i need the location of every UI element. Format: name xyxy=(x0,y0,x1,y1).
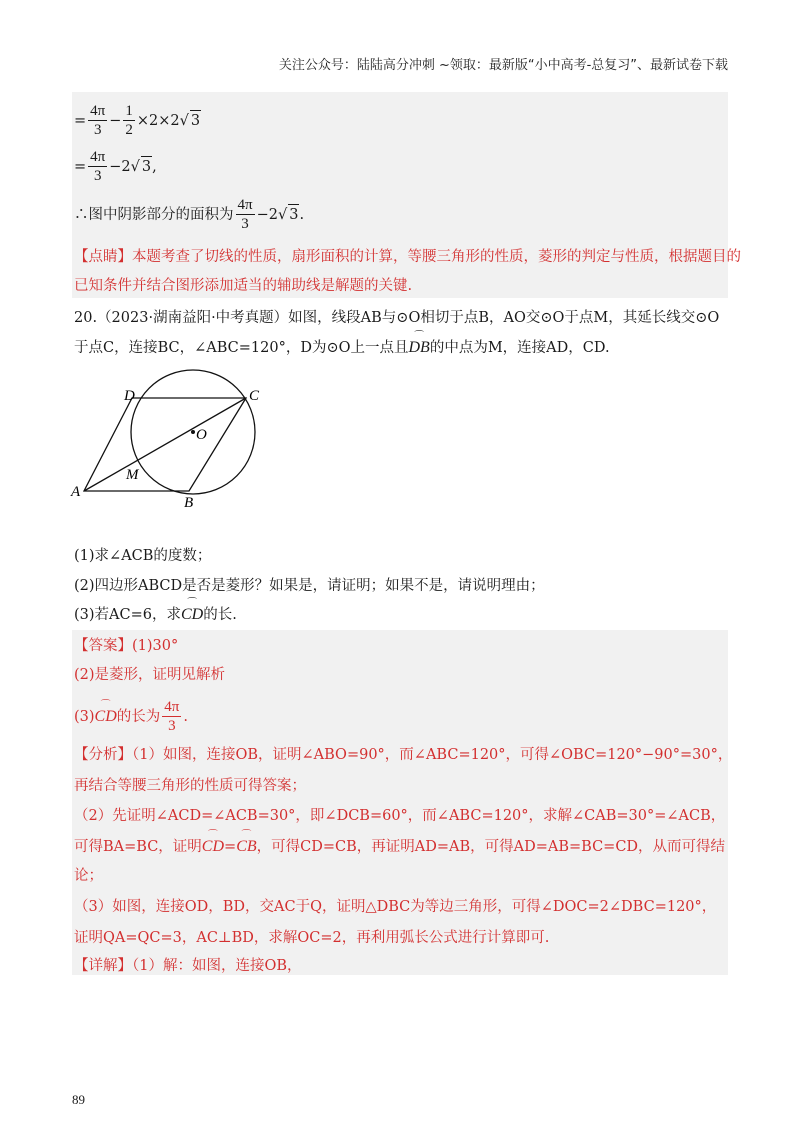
label-a: A xyxy=(71,484,81,500)
denominator: 3 xyxy=(93,168,102,184)
conclusion-line: ∴图中阴影部分的面积为 $\frac{4\pi}{3}$ −2√ 3. xyxy=(74,197,305,232)
numerator: 4π xyxy=(90,103,106,119)
analysis-line-3: （2）先证明∠ACD=∠ACB=30°，即∠DCB=60°，而∠ABC=120°，求解∠CAB=30°=∠ACB， xyxy=(74,808,726,824)
answer-text: 的长为 xyxy=(116,709,161,725)
answer-2: (2)是菱形，证明见解析 xyxy=(74,667,226,683)
analysis-line-5: 论； xyxy=(74,868,103,884)
minus-sign: − xyxy=(109,113,122,129)
conclusion-text: ∴图中阴影部分的面积为 xyxy=(74,207,234,223)
fraction xyxy=(88,104,107,138)
question-3 xyxy=(74,605,237,625)
question-text: 的长. xyxy=(203,607,237,623)
denominator: 2 xyxy=(125,122,133,138)
punctuation: . xyxy=(183,709,188,725)
label-d: D xyxy=(124,388,135,404)
punctuation: . xyxy=(299,207,305,223)
problem-text: 于点C，连接BC，∠ABC=120°，D为⊙O上一点且 xyxy=(74,340,409,356)
answer-1: 【答案】(1)30° xyxy=(74,638,179,654)
analysis-line-4 xyxy=(74,837,725,857)
label-b: B xyxy=(184,495,194,511)
analysis-line-2: 再结合等腰三角形的性质可得答案； xyxy=(74,778,306,794)
arc-cd: ⌒ CD xyxy=(202,837,224,857)
equals-sign: = xyxy=(224,839,237,855)
equation-line-1: = $\frac{4\pi}{3}$ − $\frac{1}{2}$ ×2×2√ 3 xyxy=(74,103,201,138)
numerator: 4π xyxy=(90,149,106,165)
fraction xyxy=(236,198,255,232)
label-m: M xyxy=(126,467,139,483)
answer-3 xyxy=(74,700,188,734)
minus-term: −2 xyxy=(109,159,131,175)
problem-text: 的中点为M，连接AD，CD. xyxy=(429,340,610,356)
arc-cd: ⌒ CD xyxy=(181,605,203,625)
fraction xyxy=(123,104,135,138)
comment-line-1: 【点睛】本题考查了切线的性质，扇形面积的计算，等腰三角形的性质，菱形的判定与性质，根据题目的 xyxy=(74,249,741,265)
arc-cb: ⌒ CB xyxy=(236,837,256,857)
question-2: (2)四边形ABCD是否是菱形？如果是，请证明；如果不是，请说明理由； xyxy=(74,578,545,594)
analysis-text: 可得BA=BC，证明 xyxy=(74,839,202,855)
arc-db: ⌒ DB xyxy=(409,338,430,358)
minus-term: −2 xyxy=(256,207,278,223)
page-header: 关注公众号：陆陆高分冲刺 ~领取：最新版“小中高考-总复习”、最新试卷下载 xyxy=(278,58,728,73)
numerator: 4π xyxy=(237,197,253,213)
analysis-line-8: 【详解】（1）解：如图，连接OB， xyxy=(74,958,302,974)
problem-line-2 xyxy=(74,338,610,358)
punctuation: , xyxy=(152,159,157,175)
fraction xyxy=(88,150,107,184)
problem-line-1: 20.（2023·湖南益阳·中考真题）如图，线段AB与⊙O相切于点B，AO交⊙O于点M，其延长线交⊙O xyxy=(74,310,720,326)
sqrt-radicand: 3 xyxy=(190,110,201,131)
label-o: O xyxy=(196,427,207,443)
analysis-text: ，可得CD=CB，再证明AD=AB，可得AD=AB=BC=CD，从而可得结 xyxy=(256,839,726,855)
denominator: 3 xyxy=(168,718,176,734)
numerator: 1 xyxy=(125,103,133,119)
page-number: 89 xyxy=(72,1092,85,1107)
equals-sign: = xyxy=(74,113,87,129)
product-text: ×2×2 xyxy=(136,113,180,129)
analysis-line-7: 证明QA=QC=3，AC⊥BD，求解OC=2，再利用弧长公式进行计算即可. xyxy=(74,930,550,946)
comment-line-2: 已知条件并结合图形添加适当的辅助线是解题的关键. xyxy=(74,278,413,294)
question-text: (3)若AC=6，求 xyxy=(74,607,181,623)
sqrt-radicand: 3 xyxy=(288,204,299,225)
numerator: 4π xyxy=(164,699,180,715)
fraction xyxy=(162,700,181,734)
answer-text: (3) xyxy=(74,709,95,725)
denominator: 3 xyxy=(93,122,102,138)
denominator: 3 xyxy=(241,216,249,232)
equation-line-2: = $\frac{4\pi}{3}$ −2√ 3, xyxy=(74,149,157,184)
question-1: (1)求∠ACB的度数； xyxy=(74,548,212,564)
arc-cd: ⌒ CD xyxy=(95,707,117,727)
geometry-figure xyxy=(68,365,308,515)
analysis-line-6: （3）如图，连接OD，BD，交AC于Q，证明△DBC为等边三角形，可得∠DOC=2∠DBC=120°， xyxy=(74,899,717,915)
equals-sign: = xyxy=(74,159,87,175)
label-c: C xyxy=(249,388,260,404)
center-point-o xyxy=(191,430,195,434)
sqrt-radicand: 3 xyxy=(141,156,152,177)
analysis-line-1: 【分析】（1）如图，连接OB，证明∠ABO=90°，而∠ABC=120°，可得∠OBC=120°−90°=30°， xyxy=(74,747,733,763)
